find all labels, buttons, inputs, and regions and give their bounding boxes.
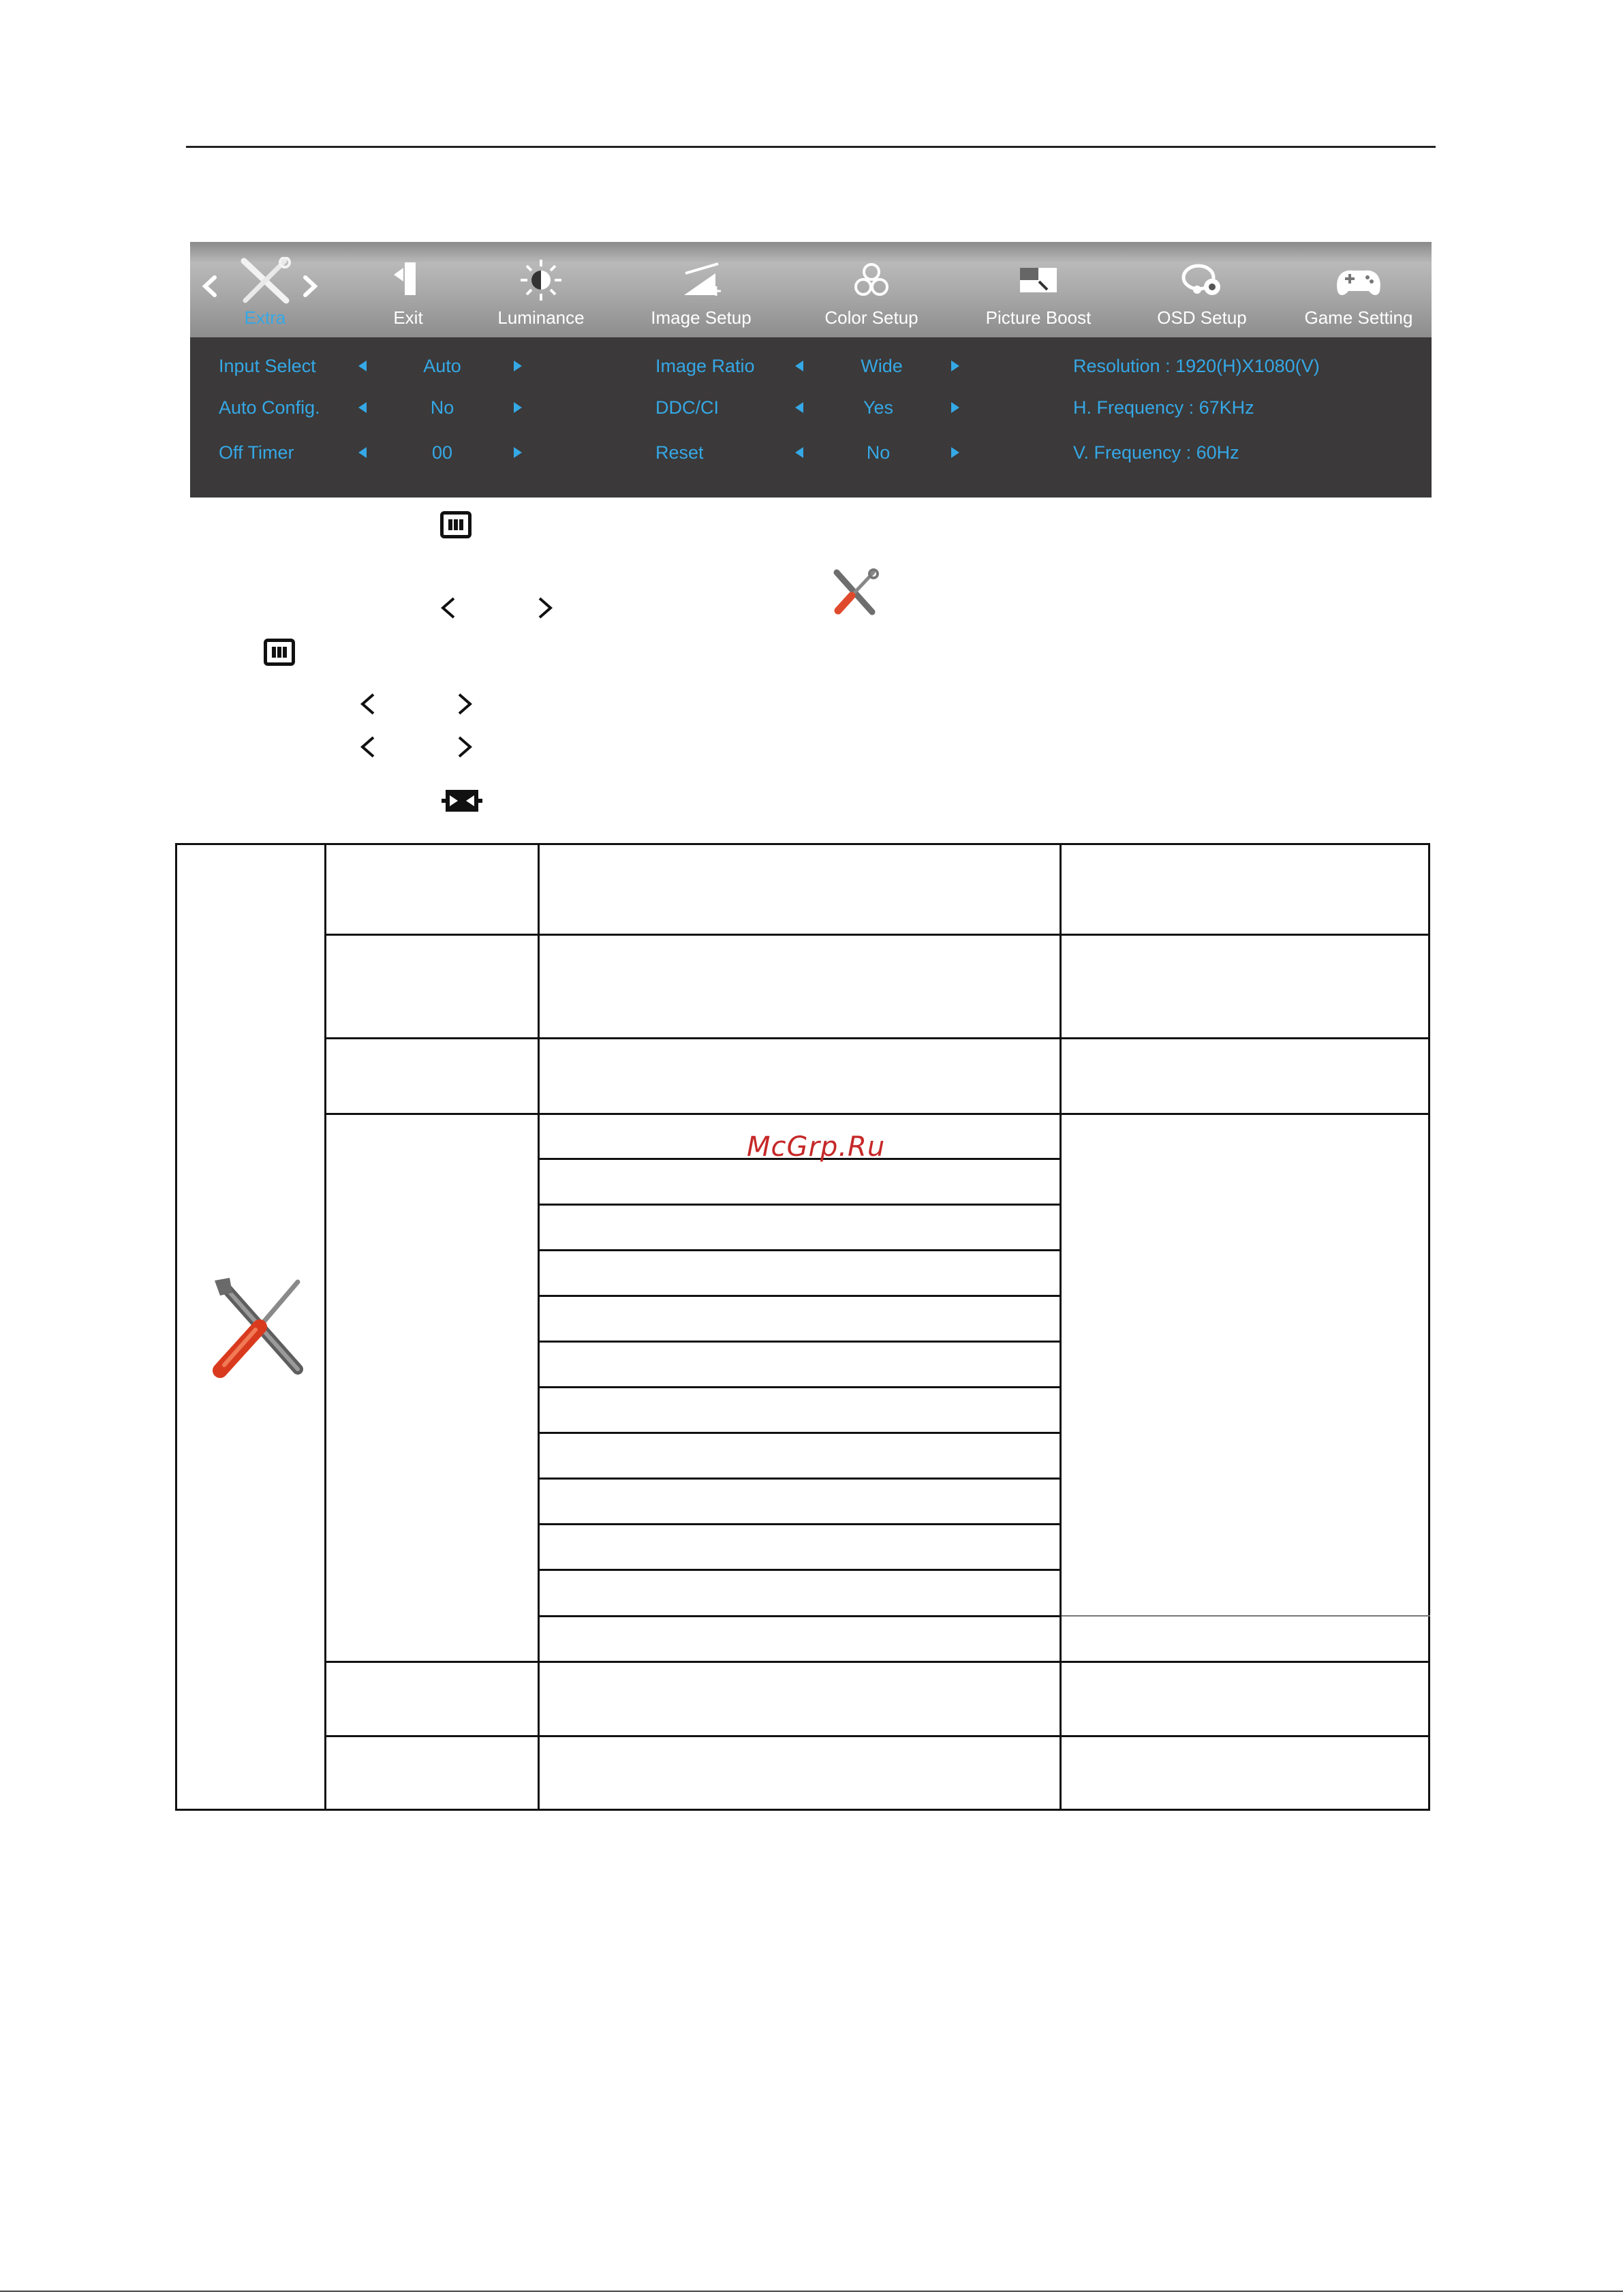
osd-tab-bar [190,242,1432,337]
nav-left-icon[interactable] [197,269,224,303]
tab-label: Color Setup [824,307,918,328]
increase-arrow-icon[interactable] [951,447,959,458]
chevron-left-icon [436,594,461,622]
osd-label-ddc-ci[interactable]: DDC/CI [655,397,719,418]
menu-key-icon [440,511,472,538]
chevron-right-icon [452,733,477,761]
tools-icon [829,567,883,619]
tab-picture-boost[interactable] [977,242,1100,337]
bottom-rule [0,2291,1623,2292]
image-setup-icon [670,257,732,305]
tab-label: Extra [244,307,286,328]
tab-label: Image Setup [651,307,752,328]
decrease-arrow-icon[interactable] [358,402,367,413]
tab-exit[interactable] [364,242,452,337]
decrease-arrow-icon[interactable] [358,361,367,371]
increase-arrow-icon[interactable] [951,361,959,371]
osd-value-off-timer: 00 [431,442,453,463]
osd-label-reset[interactable]: Reset [655,442,704,463]
osd-label-image-ratio[interactable]: Image Ratio [655,356,755,376]
decrease-arrow-icon[interactable] [358,447,367,458]
decrease-arrow-icon[interactable] [795,447,803,458]
increase-arrow-icon[interactable] [514,402,522,413]
increase-arrow-icon[interactable] [514,361,522,371]
watermark-text: McGrp.Ru [747,1131,886,1163]
v-frequency-info: V. Frequency : 60Hz [1073,442,1239,463]
increase-arrow-icon[interactable] [514,447,522,458]
osd-menu [190,242,1432,498]
exit-icon [377,257,439,305]
chevron-right-icon [533,594,557,622]
osd-value-reset: No [866,442,891,463]
tab-color-setup[interactable] [814,242,929,337]
extra-function-table [175,843,1430,1811]
tab-image-setup[interactable] [640,242,762,337]
decrease-arrow-icon[interactable] [795,402,803,413]
chevron-right-icon [452,690,477,718]
top-rule [186,146,1436,148]
osd-value-image-ratio: Wide [861,356,903,376]
color-circles-icon [841,257,902,305]
picture-boost-icon [1008,257,1069,305]
tab-extra[interactable] [228,242,303,337]
tab-game-setting[interactable] [1301,242,1417,337]
decrease-arrow-icon[interactable] [795,361,803,371]
tools-icon [234,257,296,305]
sun-icon [510,257,572,305]
gamepad-icon [1328,257,1389,305]
resolution-info: Resolution : 1920(H)X1080(V) [1073,356,1320,376]
osd-label-auto-config[interactable]: Auto Config. [219,397,320,418]
menu-key-icon [264,639,295,666]
tab-label: Game Setting [1304,307,1413,328]
enter-key-icon [442,789,482,813]
osd-value-ddc-ci: Yes [863,397,894,418]
osd-value-input-select: Auto [423,356,461,376]
tools-icon [202,1272,311,1381]
chevron-left-icon [356,690,380,718]
h-frequency-info: H. Frequency : 67KHz [1073,397,1254,418]
tab-label: Picture Boost [985,307,1092,328]
tab-luminance[interactable] [490,242,592,337]
osd-label-off-timer[interactable]: Off Timer [219,442,294,463]
tab-label: Luminance [497,307,585,328]
chevron-left-icon [356,733,380,761]
osd-label-input-select[interactable]: Input Select [219,356,316,376]
tab-osd-setup[interactable] [1151,242,1253,337]
tab-label: Exit [393,307,423,328]
increase-arrow-icon[interactable] [951,402,959,413]
osd-value-auto-config: No [430,397,454,418]
tab-label: OSD Setup [1157,307,1247,328]
osd-gears-icon [1171,257,1233,305]
